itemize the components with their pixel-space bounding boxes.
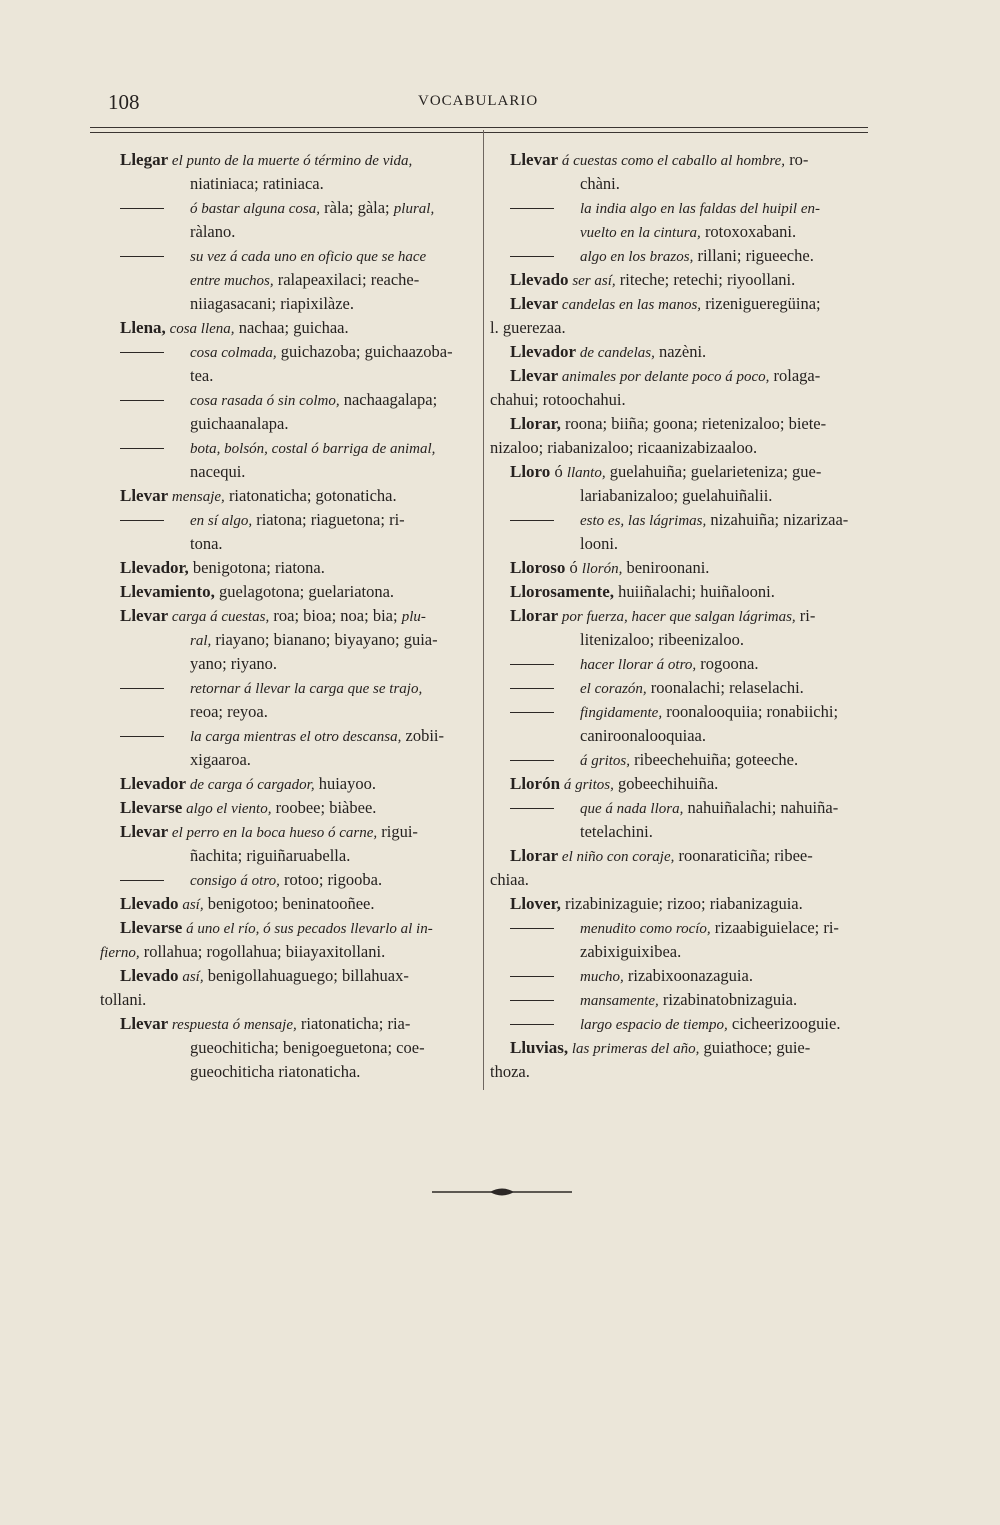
zapotec-text: ri- — [795, 606, 816, 625]
entry-line — [510, 484, 875, 508]
spanish-gloss: así, — [178, 969, 204, 985]
zapotec-text: roa; bioa; noa; bia; — [269, 606, 402, 625]
entry-line — [510, 652, 875, 676]
headword: Llevar — [510, 366, 559, 385]
zapotec-text: roonaraticiña; ribee- — [674, 846, 813, 865]
spanish-gloss: largo espacio de tiempo, — [580, 1017, 728, 1033]
entry-line — [490, 1060, 875, 1084]
zapotec-text: nahuiñalachi; nahuiña- — [683, 798, 839, 817]
entry-line — [120, 340, 482, 364]
zapotec-text: zabixiguixibea. — [580, 942, 682, 961]
zapotec-text: ralapeaxilaci; reache- — [273, 270, 420, 289]
entry-line — [510, 964, 875, 988]
spanish-gloss: mansamente, — [580, 993, 659, 1009]
repeat-dash — [510, 1000, 554, 1001]
entry-headline — [510, 556, 875, 580]
repeat-dash — [510, 760, 554, 761]
zapotec-text: gueochiticha; benigoeguetona; coe- — [190, 1038, 425, 1057]
spanish-gloss: el perro en la boca hueso ó carne, — [168, 825, 378, 841]
entry-headline — [510, 772, 875, 796]
entry-line — [120, 868, 482, 892]
entry-line — [120, 268, 482, 292]
spanish-gloss: por fuerza, hacer que salgan lágrimas, — [558, 609, 796, 625]
repeat-dash — [510, 664, 554, 665]
spanish-gloss: mensaje, — [168, 489, 225, 505]
zapotec-text: looni. — [580, 534, 619, 553]
entry-line — [120, 724, 482, 748]
zapotec-text: ó — [550, 462, 567, 481]
zapotec-text: ñachita; riguiñaruabella. — [190, 846, 351, 865]
headword: Llevado — [120, 966, 179, 985]
entry-line — [510, 244, 875, 268]
entry-line — [120, 412, 482, 436]
spanish-gloss: á gritos, — [560, 777, 614, 793]
entry-headline — [120, 892, 482, 916]
zapotec-text: rolaga- — [769, 366, 821, 385]
spanish-gloss: cosa llena, — [165, 321, 235, 337]
entry-line — [120, 532, 482, 556]
headword: Llorar, — [510, 414, 561, 433]
entry-line — [120, 628, 482, 652]
zapotec-text: rillani; rigueeche. — [693, 246, 814, 265]
zapotec-text: rollahua; rogollahua; biiayaxitollani. — [139, 942, 386, 961]
zapotec-text: benigotoo; beninatooñee. — [203, 894, 375, 913]
entry-line — [510, 700, 875, 724]
entry-line — [120, 220, 482, 244]
entry-line — [490, 436, 875, 460]
entry-headline — [120, 964, 482, 988]
entry-headline — [120, 148, 482, 172]
zapotec-text: lariabanizaloo; guelahuiñalii. — [580, 486, 773, 505]
repeat-dash — [120, 880, 164, 881]
zapotec-text: caniroonalooquiaa. — [580, 726, 706, 745]
entry-headline — [510, 292, 875, 316]
entry-headline — [120, 916, 482, 940]
repeat-dash — [510, 1024, 554, 1025]
zapotec-text: ràlano. — [190, 222, 236, 241]
zapotec-text: thoza. — [490, 1062, 530, 1081]
entry-line — [490, 868, 875, 892]
zapotec-text: roonalachi; relaselachi. — [646, 678, 804, 697]
headword: Llevar — [120, 606, 169, 625]
zapotec-text: rotoxoxabani. — [700, 222, 797, 241]
headword: Llevar — [120, 1014, 169, 1033]
entry-headline — [510, 460, 875, 484]
zapotec-text: guichazoba; guichaazoba- — [276, 342, 453, 361]
entry-line — [120, 292, 482, 316]
entry-headline — [510, 148, 875, 172]
spanish-gloss: entre muchos, — [190, 273, 274, 289]
zapotec-text: xigaaroa. — [190, 750, 251, 769]
entry-line — [120, 748, 482, 772]
headword: Llorosamente, — [510, 582, 615, 601]
entry-headline — [120, 1012, 482, 1036]
repeat-dash — [120, 352, 164, 353]
repeat-dash — [510, 976, 554, 977]
zapotec-text: rizabinizaguie; rizoo; riabanizaguia. — [560, 894, 803, 913]
entry-line — [510, 1012, 875, 1036]
right-column — [490, 148, 875, 1084]
entry-headline — [510, 340, 875, 364]
zapotec-text: roobee; biàbee. — [271, 798, 377, 817]
spanish-gloss: algo en los brazos, — [580, 249, 694, 265]
zapotec-text: nachaa; guichaa. — [234, 318, 349, 337]
repeat-dash — [120, 688, 164, 689]
spanish-gloss: llanto, — [566, 465, 606, 481]
spanish-gloss: esto es, las lágrimas, — [580, 513, 707, 529]
repeat-dash — [510, 520, 554, 521]
spanish-gloss: menudito como rocío, — [580, 921, 711, 937]
entry-headline — [510, 364, 875, 388]
spanish-gloss: candelas en las manos, — [558, 297, 702, 313]
entry-line — [510, 724, 875, 748]
entry-headline — [510, 268, 875, 292]
repeat-dash — [120, 520, 164, 521]
headword: Llevador — [120, 774, 187, 793]
zapotec-text: nazèni. — [654, 342, 707, 361]
zapotec-text: rizabinatobnizaguia. — [658, 990, 798, 1009]
spanish-gloss: bota, bolsón, costal ó barriga de animal, — [190, 441, 436, 457]
headword: Llevar — [120, 486, 169, 505]
entry-line — [120, 508, 482, 532]
entry-line — [510, 676, 875, 700]
repeat-dash — [510, 208, 554, 209]
zapotec-text: rogoona. — [696, 654, 759, 673]
zapotec-text: roona; biiña; goona; rietenizaloo; biete- — [560, 414, 827, 433]
spanish-gloss: hacer llorar á otro, — [580, 657, 697, 673]
repeat-dash — [120, 736, 164, 737]
entry-headline — [510, 892, 875, 916]
entry-headline — [510, 1036, 875, 1060]
repeat-dash — [510, 928, 554, 929]
entry-line — [100, 940, 482, 964]
entry-line — [120, 1060, 482, 1084]
entry-headline — [510, 580, 875, 604]
spanish-gloss: ser así, — [568, 273, 616, 289]
spanish-gloss: á gritos, — [580, 753, 631, 769]
entry-line — [120, 652, 482, 676]
zapotec-text: cicheerizooguie. — [727, 1014, 841, 1033]
spanish-gloss: su vez á cada uno en oficio que se hace — [190, 249, 427, 265]
entry-line — [510, 508, 875, 532]
column-divider — [483, 130, 484, 1090]
zapotec-text: benigotona; riatona. — [188, 558, 325, 577]
spanish-gloss: que á nada llora, — [580, 801, 684, 817]
zapotec-text: rotoo; rigooba. — [279, 870, 383, 889]
zapotec-text: l. guerezaa. — [490, 318, 566, 337]
zapotec-text: ro- — [785, 150, 809, 169]
entry-line — [490, 388, 875, 412]
zapotec-text: huiayoo. — [314, 774, 376, 793]
entry-line — [510, 220, 875, 244]
entry-headline — [510, 412, 875, 436]
zapotec-text: chàni. — [580, 174, 620, 193]
zapotec-text: rizaabiguielace; ri- — [710, 918, 839, 937]
zapotec-text: huiiñalachi; huiñalooni. — [614, 582, 775, 601]
zapotec-text: riayano; bianano; biyayano; guia- — [211, 630, 438, 649]
spanish-gloss: llorón, — [581, 561, 623, 577]
zapotec-text: tona. — [190, 534, 223, 553]
spanish-gloss: el corazón, — [580, 681, 647, 697]
spanish-gloss: de candelas, — [576, 345, 655, 361]
headword: Lloroso — [510, 558, 566, 577]
spanish-gloss: las primeras del año, — [568, 1041, 700, 1057]
repeat-dash — [510, 256, 554, 257]
spanish-gloss: cosa colmada, — [190, 345, 277, 361]
zapotec-text: gobeechihuiña. — [613, 774, 719, 793]
entry-headline — [120, 484, 482, 508]
zapotec-text: reoa; reyoa. — [190, 702, 268, 721]
headword: Llevar — [510, 294, 559, 313]
spanish-gloss: á uno el río, ó sus pecados llevarlo al in- — [182, 921, 433, 937]
header-rule-bottom — [90, 132, 868, 133]
entry-line — [490, 316, 875, 340]
headword: Llena, — [120, 318, 166, 337]
entry-headline — [120, 316, 482, 340]
entry-headline — [120, 820, 482, 844]
spanish-gloss: carga á cuestas, — [168, 609, 270, 625]
entry-line — [510, 940, 875, 964]
entry-line — [510, 820, 875, 844]
spanish-gloss: la india algo en las faldas del huipil en- — [580, 201, 820, 217]
entry-line — [120, 388, 482, 412]
entry-line — [120, 364, 482, 388]
spanish-gloss: fingidamente, — [580, 705, 663, 721]
repeat-dash — [120, 448, 164, 449]
zapotec-text: litenizaloo; ribeenizaloo. — [580, 630, 745, 649]
spanish-gloss: plu- — [401, 609, 426, 625]
entry-line — [510, 172, 875, 196]
entry-line — [510, 628, 875, 652]
repeat-dash — [120, 256, 164, 257]
entry-line — [120, 676, 482, 700]
entry-line — [120, 244, 482, 268]
zapotec-text: ribeechehuiña; goteeche. — [630, 750, 799, 769]
spanish-gloss: vuelto en la cintura, — [580, 225, 701, 241]
repeat-dash — [120, 400, 164, 401]
entry-line — [510, 988, 875, 1012]
spanish-gloss: mucho, — [580, 969, 624, 985]
spanish-gloss: fierno, — [100, 945, 140, 961]
zapotec-text: guelahuiña; guelarieteniza; gue- — [605, 462, 822, 481]
zapotec-text: riteche; retechi; riyoollani. — [615, 270, 796, 289]
zapotec-text: chahui; rotoochahui. — [490, 390, 626, 409]
headword: Lloro — [510, 462, 551, 481]
entry-headline — [120, 580, 482, 604]
zapotec-text: ó — [565, 558, 582, 577]
spanish-gloss: respuesta ó mensaje, — [168, 1017, 297, 1033]
headword: Llevado — [510, 270, 569, 289]
headword: Llevador — [510, 342, 577, 361]
spanish-gloss: algo el viento, — [182, 801, 272, 817]
headword: Llevarse — [120, 918, 183, 937]
spanish-gloss: retornar á llevar la carga que se trajo, — [190, 681, 423, 697]
zapotec-text: benigollahuaguego; billahuax- — [203, 966, 409, 985]
zapotec-text: nizaloo; riabanizaloo; ricaanizabizaaloo. — [490, 438, 758, 457]
entry-line — [120, 172, 482, 196]
headword: Lluvias, — [510, 1038, 569, 1057]
spanish-gloss: animales por delante poco á poco, — [558, 369, 770, 385]
headword: Llegar — [120, 150, 169, 169]
entry-line — [510, 748, 875, 772]
page-number: 108 — [108, 90, 140, 114]
zapotec-text: nacequi. — [190, 462, 246, 481]
entry-line — [510, 532, 875, 556]
spanish-gloss: el niño con coraje, — [558, 849, 675, 865]
entry-line — [120, 1036, 482, 1060]
zapotec-text: ràla; gàla; — [320, 198, 394, 217]
zapotec-text: niatiniaca; ratiniaca. — [190, 174, 324, 193]
end-ornament-icon — [432, 1185, 572, 1199]
zapotec-text: rigui- — [377, 822, 418, 841]
headword: Llevarse — [120, 798, 183, 817]
zapotec-text: rizabixoonazaguia. — [623, 966, 753, 985]
headword: Llevar — [120, 822, 169, 841]
spanish-gloss: ó bastar alguna cosa, — [190, 201, 321, 217]
zapotec-text: gueochiticha riatonaticha. — [190, 1062, 361, 1081]
zapotec-text: guelagotona; guelariatona. — [214, 582, 395, 601]
repeat-dash — [120, 208, 164, 209]
headword: Llorar — [510, 606, 559, 625]
zapotec-text: roonalooquiia; ronabiichi; — [662, 702, 839, 721]
spanish-gloss: plural, — [393, 201, 435, 217]
zapotec-text: riatona; riaguetona; ri- — [252, 510, 405, 529]
zapotec-text: zobii- — [401, 726, 444, 745]
zapotec-text: riatonaticha; gotonaticha. — [224, 486, 397, 505]
spanish-gloss: á cuestas como el caballo al hombre, — [558, 153, 786, 169]
entry-headline — [120, 772, 482, 796]
spanish-gloss: ral, — [190, 633, 212, 649]
repeat-dash — [510, 688, 554, 689]
running-title: VOCABULARIO — [418, 93, 539, 109]
entry-headline — [510, 604, 875, 628]
entry-headline — [120, 796, 482, 820]
headword: Llover, — [510, 894, 561, 913]
zapotec-text: guichaanalapa. — [190, 414, 289, 433]
spanish-gloss: cosa rasada ó sin colmo, — [190, 393, 340, 409]
headword: Llevado — [120, 894, 179, 913]
entry-line — [120, 844, 482, 868]
spanish-gloss: de carga ó cargador, — [186, 777, 315, 793]
repeat-dash — [510, 712, 554, 713]
entry-line — [510, 916, 875, 940]
repeat-dash — [510, 808, 554, 809]
entry-line — [120, 436, 482, 460]
entry-line — [120, 700, 482, 724]
zapotec-text: nizahuiña; nizarizaa- — [706, 510, 849, 529]
headword: Llorón — [510, 774, 561, 793]
entry-headline — [120, 604, 482, 628]
zapotec-text: tea. — [190, 366, 214, 385]
headword: Llorar — [510, 846, 559, 865]
zapotec-text: riatonaticha; ria- — [296, 1014, 411, 1033]
spanish-gloss: así, — [178, 897, 204, 913]
entry-line — [120, 460, 482, 484]
entry-line — [100, 988, 482, 1012]
entry-headline — [120, 556, 482, 580]
zapotec-text: tetelachini. — [580, 822, 653, 841]
entry-line — [120, 196, 482, 220]
zapotec-text: nachaagalapa; — [339, 390, 438, 409]
zapotec-text: niiagasacani; riapixilàze. — [190, 294, 355, 313]
header-rule-top — [90, 127, 868, 128]
entry-line — [510, 196, 875, 220]
headword: Llevamiento, — [120, 582, 215, 601]
entry-line — [510, 796, 875, 820]
headword: Llevar — [510, 150, 559, 169]
zapotec-text: chiaa. — [490, 870, 529, 889]
zapotec-text: yano; riyano. — [190, 654, 278, 673]
entry-headline — [510, 844, 875, 868]
left-column — [100, 148, 482, 1084]
zapotec-text: tollani. — [100, 990, 147, 1009]
spanish-gloss: en sí algo, — [190, 513, 253, 529]
zapotec-text: beniroonani. — [622, 558, 710, 577]
spanish-gloss: la carga mientras el otro descansa, — [190, 729, 402, 745]
spanish-gloss: consigo á otro, — [190, 873, 280, 889]
spanish-gloss: el punto de la muerte ó término de vida, — [168, 153, 413, 169]
headword: Llevador, — [120, 558, 189, 577]
zapotec-text: guiathoce; guie- — [699, 1038, 811, 1057]
zapotec-text: rizenigueregüina; — [701, 294, 821, 313]
